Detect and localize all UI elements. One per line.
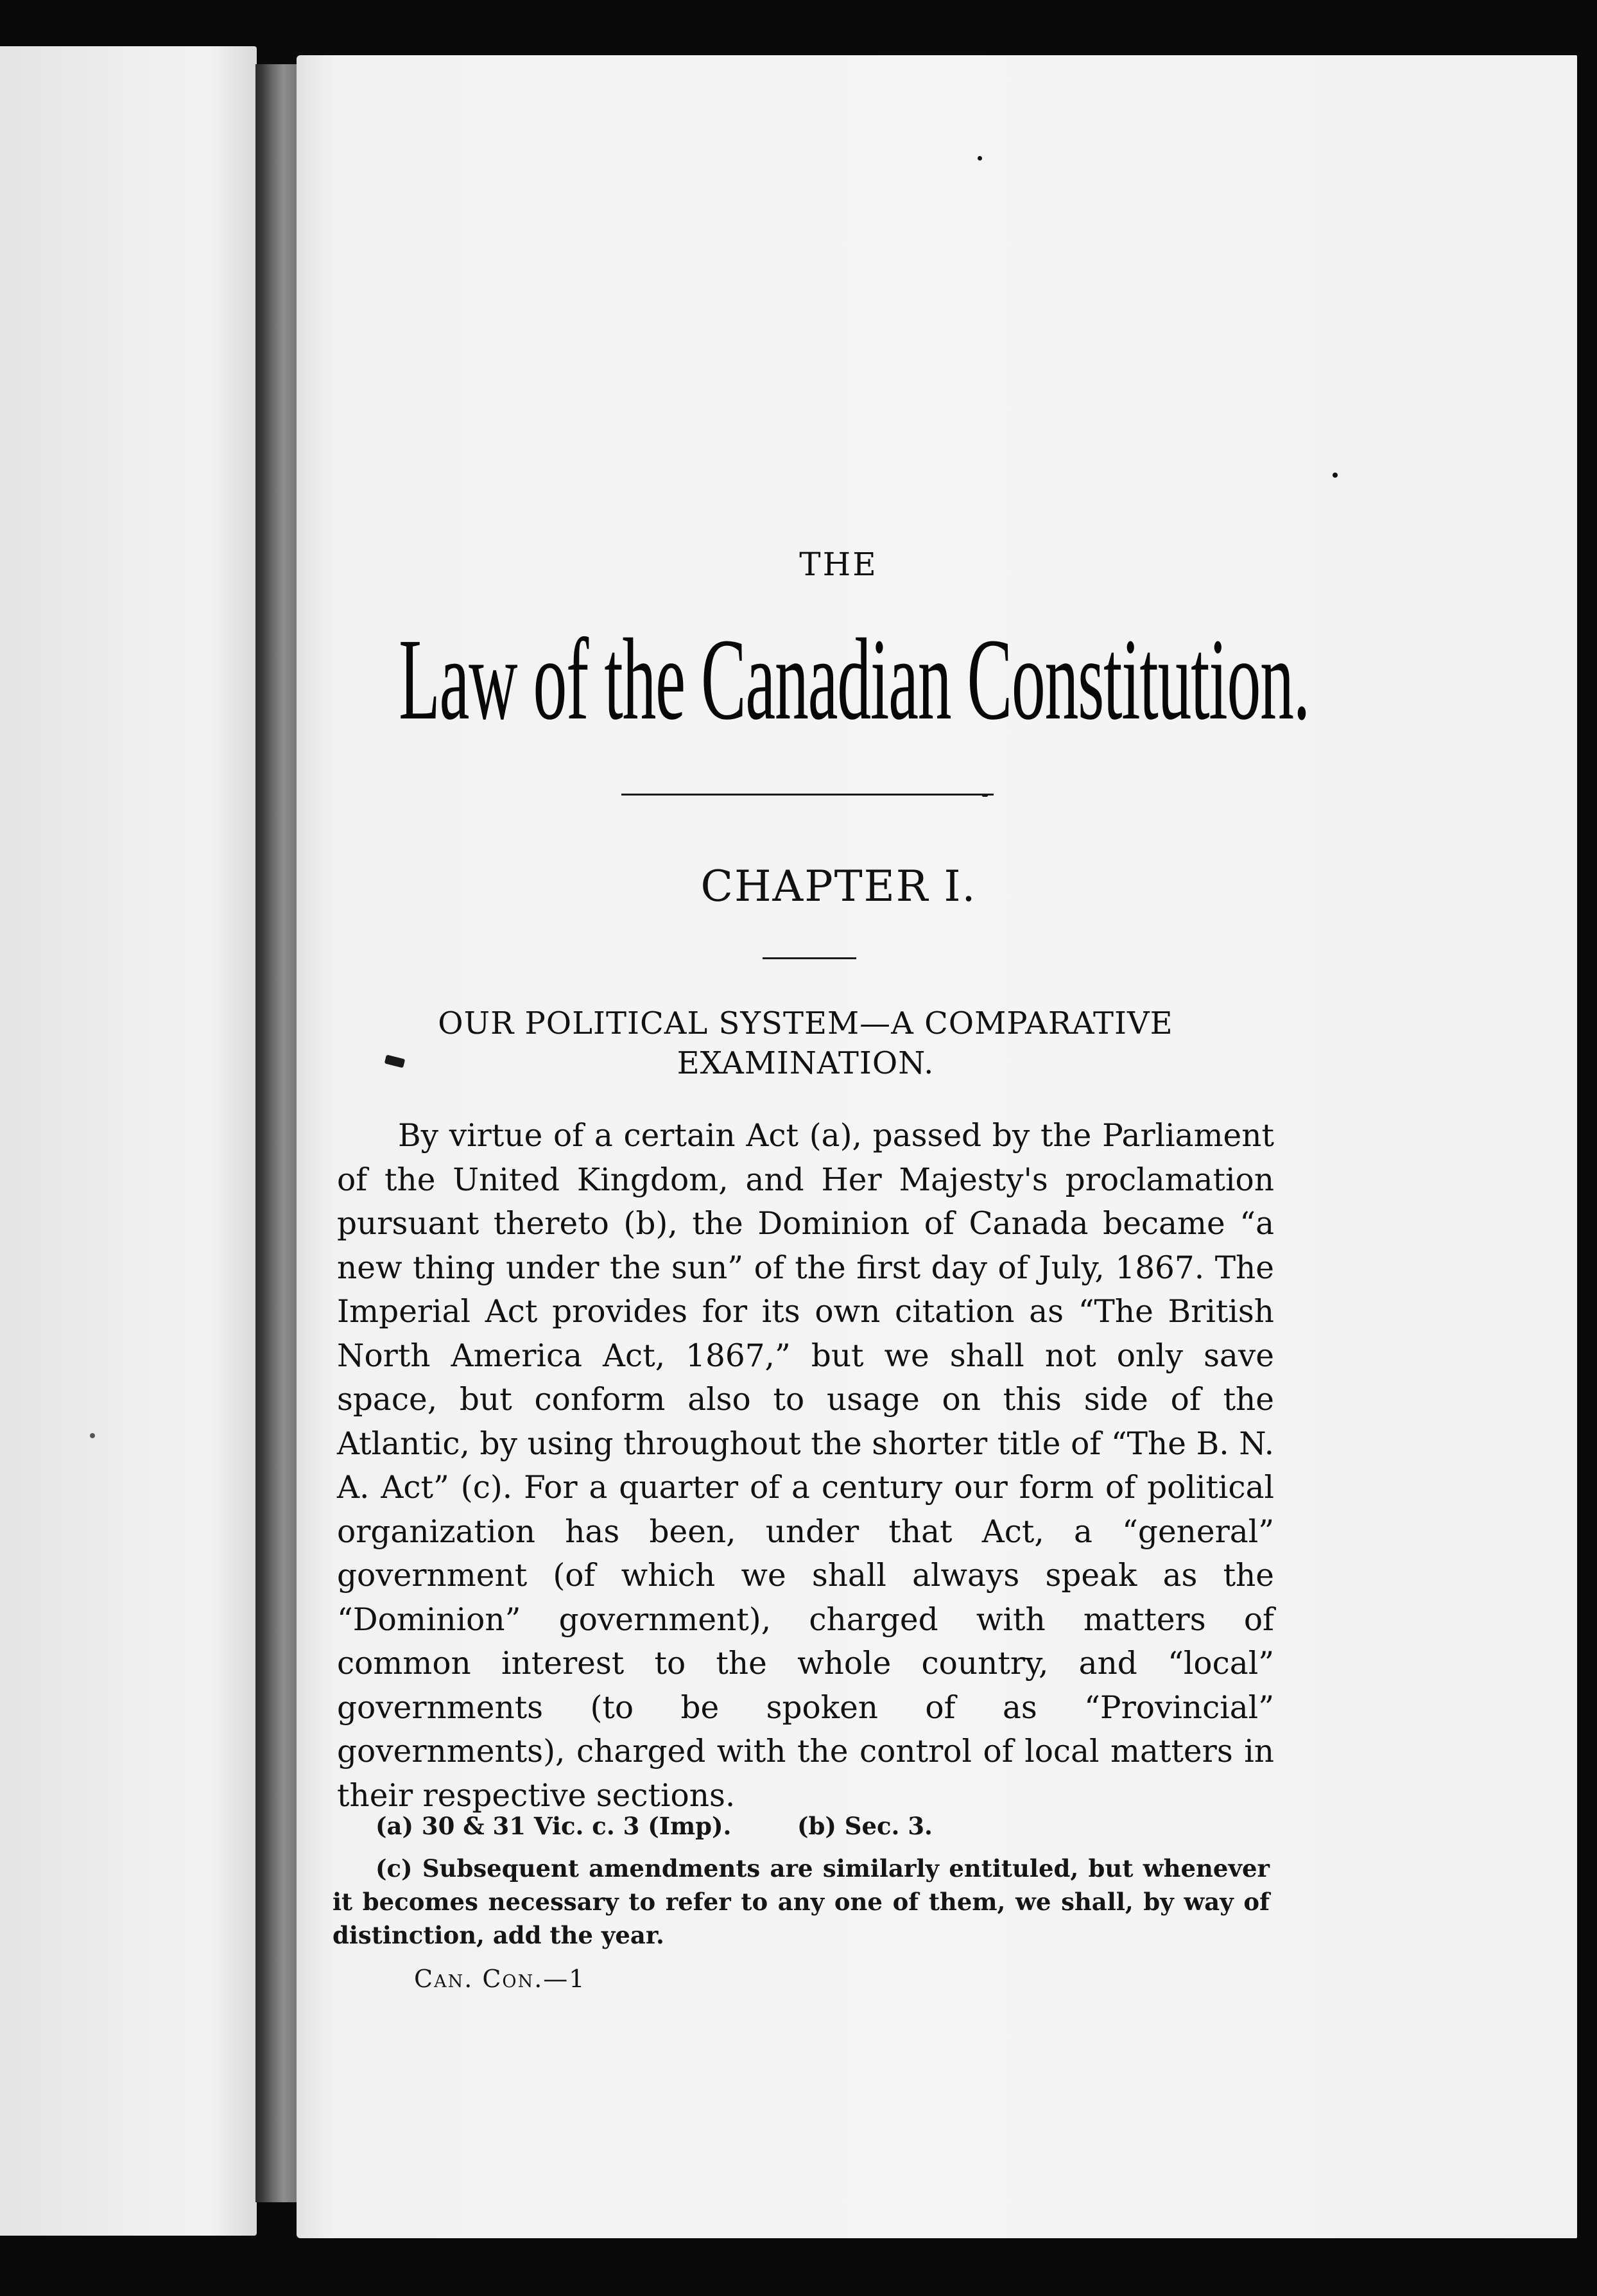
left-page-edge bbox=[0, 46, 257, 2236]
footnote-b: (b) Sec. 3. bbox=[797, 1812, 933, 1840]
section-heading: OUR POLITICAL SYSTEM—A COMPARATIVE EXAMINATION. bbox=[438, 1005, 1173, 1081]
page-speck bbox=[90, 1433, 95, 1438]
title-prefix: THE bbox=[799, 546, 878, 583]
signature-mark: Can. Con.—1 bbox=[414, 1965, 586, 1993]
footnote-a: (a) 30 & 31 Vic. c. 3 (Imp). bbox=[376, 1812, 732, 1840]
chapter-rule bbox=[763, 957, 856, 959]
page-speck bbox=[978, 156, 982, 161]
chapter-heading: CHAPTER I. bbox=[700, 862, 977, 911]
book-title: Law of the Canadian Constitution. bbox=[399, 615, 1310, 744]
body-paragraph: By virtue of a certain Act (a), passed by the Parliament of the United Kingdom, and Her Majesty's proclamation pursuant thereto (b), the Dominion of Canada became “a new thing under the sun” of the first day of July, 1867. The Imperial Act provides for its own citation as “The British North America Act, 1867,” but we shall not only save space, but conform also to usage on this side of the Atlantic, by using throughout the shorter title of “The B. N. A. Act” (c). For a quarter of a century our form of political organization has been, under that Act, a “general” government (of which we shall always speak as the “Dominion” government), charged with matters of common interest to the whole country, and “local” governments (to be spoken of as “Provincial” governments), charged with the control of local matters in their respective sections. bbox=[337, 1118, 1274, 1814]
page-speck bbox=[1333, 473, 1338, 478]
footnote-c: (c) Subsequent amendments are similarly entituled, but whenever it becomes necessary to refer to any one of them, we shall, by way of distinction, add the year. bbox=[332, 1854, 1270, 1949]
title-rule bbox=[621, 794, 994, 796]
